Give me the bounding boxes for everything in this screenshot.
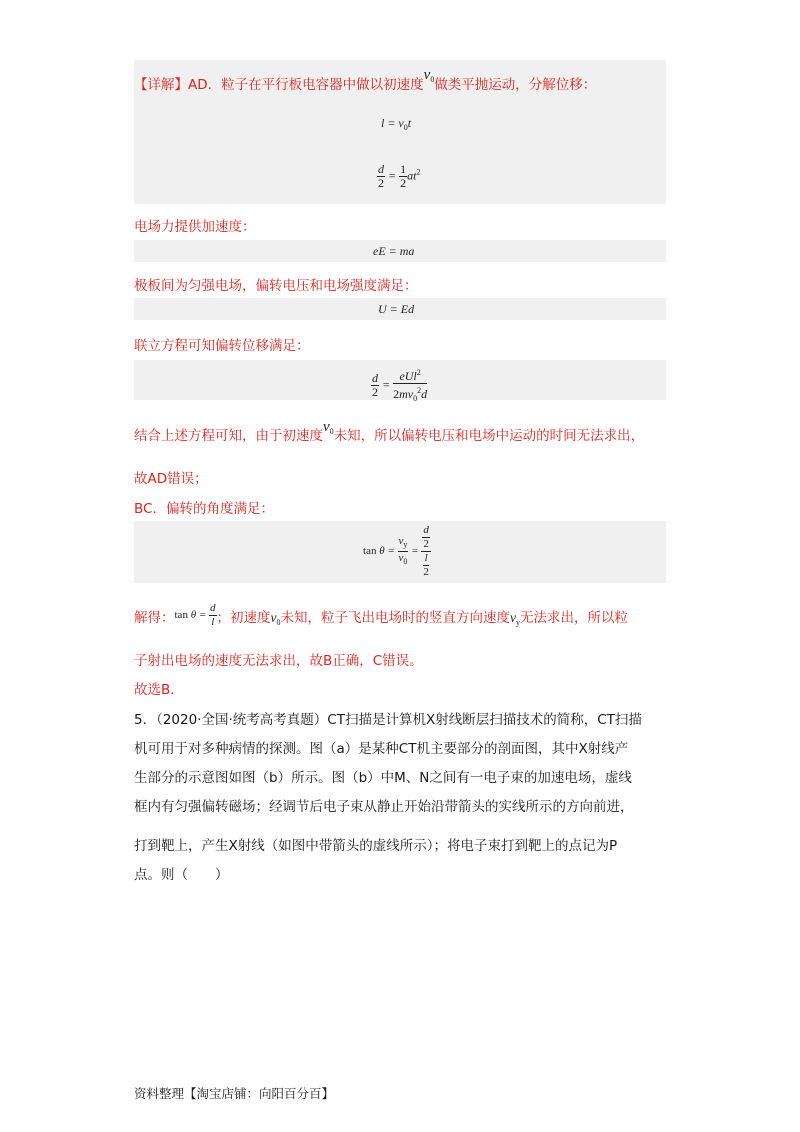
question-line-3: 生部分的示意图如图（b）所示。图（b）中M、N之间有一电子束的加速电场，虚线 (134, 770, 632, 786)
paragraph-detail (134, 67, 597, 94)
v0-symbol-3: $v_0$ (270, 610, 281, 628)
v0-symbol-2: $v_0$ (323, 419, 334, 436)
paragraph-combine: 结合上述方程可知，由于初速度$v_0$未知，所以偏转电压和电场中运动的时间无法求出， (134, 419, 645, 444)
question-line-6: 点。则（ ） (134, 867, 229, 883)
equation-tan-theta: tan θ = $\frac{v_y}{v_0}$ = $\frac{\frac{d}{2}}{\frac{l}{2}}$ (363, 524, 429, 578)
page-footer: 资料整理【淘宝店铺：向阳百分百】 (134, 1086, 335, 1101)
detail-text: AD．粒子在平行板电容器中做以初速度 (188, 77, 424, 93)
label-combine: 联立方程可知偏转位移满足： (134, 338, 310, 354)
equation-displacement: $\frac{d}{2}$ = eUl$^2$ $2mv_0^2d$ (372, 368, 428, 403)
paragraph-solve: 解得：$^{tan \theta = \frac{d}{l}}$ ；初速度$v_0$未知，粒子飞出电场时的竖直方向速度$v_y$无法求出，所以粒 (134, 602, 629, 628)
answer-line: 故选B． (134, 682, 184, 698)
line-ad-wrong: 故AD错误； (134, 471, 208, 487)
equation-eE-ma: eE = ma (373, 244, 415, 258)
equation-d-half-at2: $\frac{d}{2}$ = $\frac{1}{2}$ $at^2$ (378, 162, 421, 190)
tan-result: tan θ = d l (174, 602, 216, 628)
vy-symbol: $v_y$ (510, 610, 521, 628)
question-line-1: 5．（2020·全国·统考高考真题）CT扫描是计算机X射线断层扫描技术的简称，CT扫描 (134, 712, 642, 728)
paragraph-solve-line2: 子射出电场的速度无法求出，故B正确，C错误。 (134, 653, 423, 669)
question-line-4: 框内有匀强偏转磁场；经调节后电子束从静止开始沿带箭头的实线所示的方向前进， (134, 799, 634, 815)
line-bc: BC．偏转的角度满足： (134, 501, 274, 517)
equation-U-Ed: U = Ed (378, 302, 415, 316)
label-field-force: 电场力提供加速度： (134, 219, 256, 235)
question-line-5: 打到靶上，产生X射线（如图中带箭头的虚线所示）；将电子束打到靶上的点记为P (134, 838, 618, 854)
detail-text-end: 做类平抛运动，分解位移： (434, 77, 597, 93)
equation-l-v0t: $l = v_0t$ (381, 116, 412, 132)
label-uniform-field: 极板间为匀强电场，偏转电压和电场强度满足： (134, 278, 418, 294)
detail-bracket: 【详解】 (134, 77, 188, 93)
v0-symbol: $v_0$ (423, 67, 435, 84)
question-line-2: 机可用于对多种病情的探测。图（a）是某种CT机主要部分的剖面图，其中X射线产 (134, 741, 629, 757)
